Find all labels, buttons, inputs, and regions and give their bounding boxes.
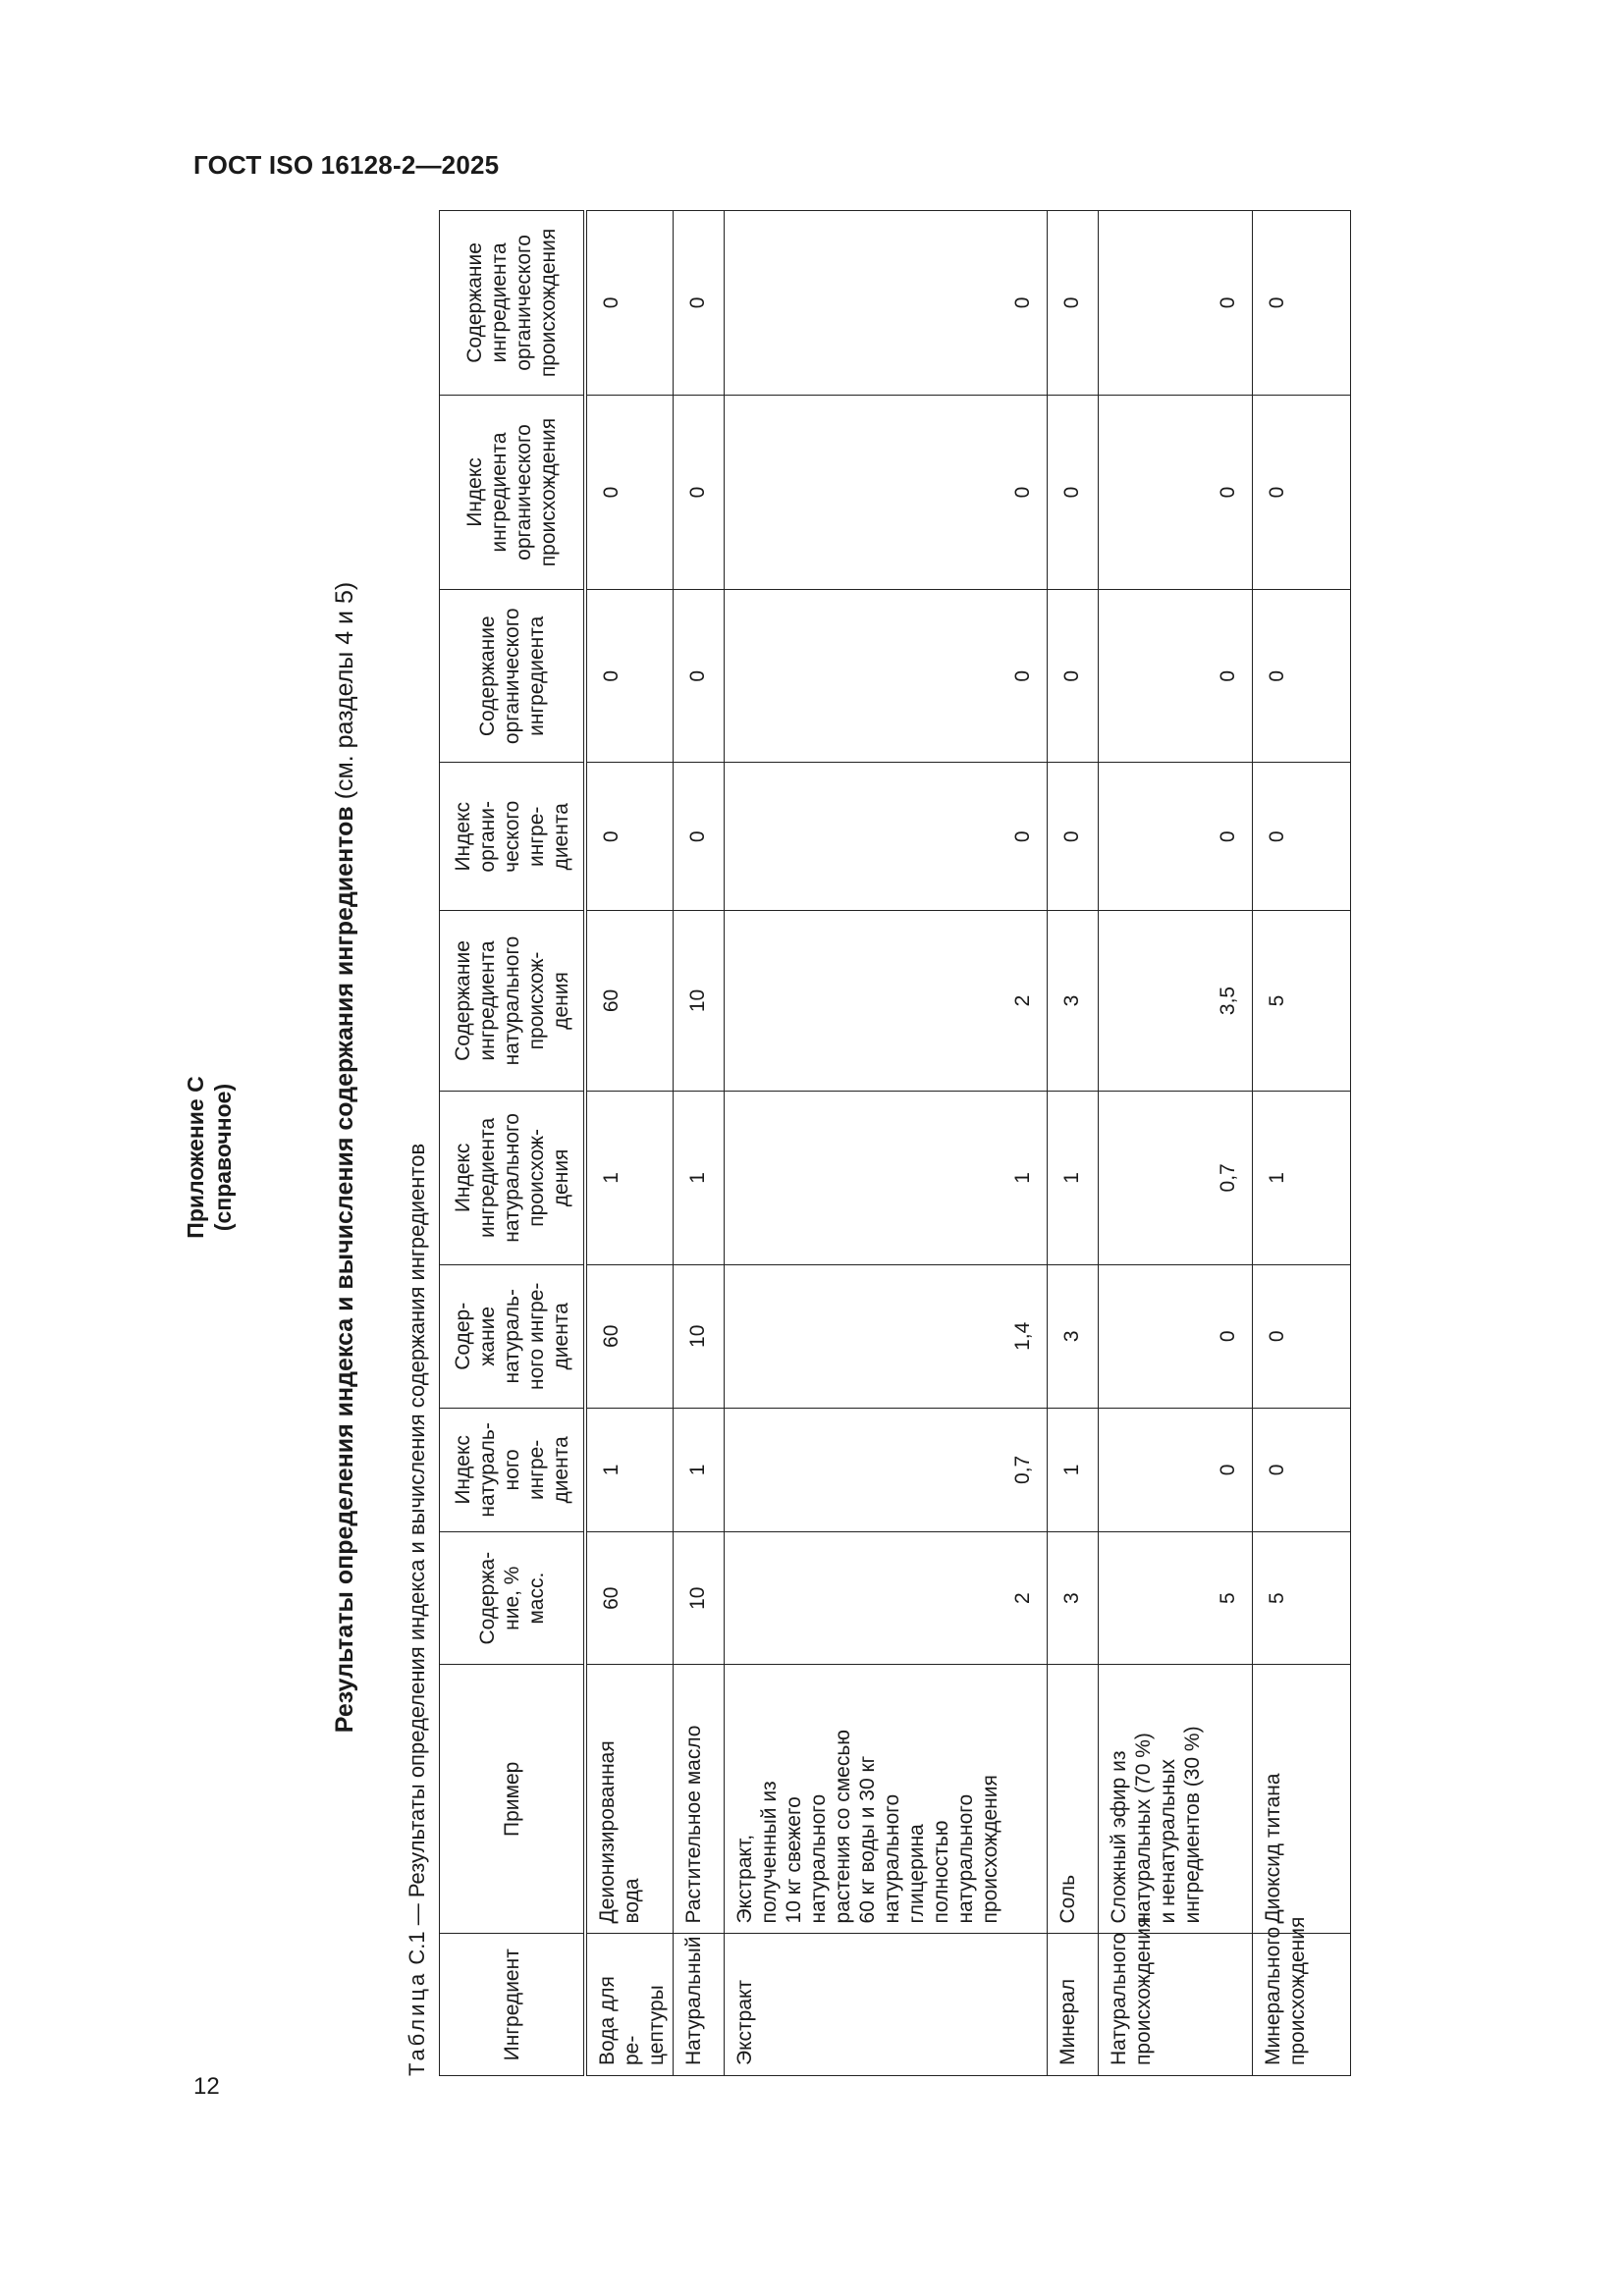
table-caption	[405, 1144, 430, 2076]
cell-nat-index: 0,7	[725, 1408, 1048, 1532]
cell-orgorig-content: 0	[1099, 211, 1253, 396]
cell-content: 3	[1048, 1532, 1099, 1665]
cell-natorig-content: 3,5	[1099, 911, 1253, 1092]
cell-example: Экстракт, полученный из 10 кг свежего натурального растения со смесью 60 кг воды и 30 кг натурального глицерина полностью натурального происхождения	[725, 1665, 1048, 1934]
cell-orgorig-index: 0	[1253, 395, 1351, 589]
column-header-label: Содер- жание натураль- ного ингре- диента	[451, 1282, 572, 1390]
cell-org-content: 0	[1253, 590, 1351, 763]
appendix-title-main: Результаты определения индекса и вычисления содержания ингредиентов	[331, 806, 358, 1734]
cell-content: 10	[674, 1532, 725, 1665]
cell-natorig-index: 1	[1048, 1091, 1099, 1264]
column-header-label: Индекс органи- ческого ингре- диента	[451, 800, 572, 873]
cell-org-index: 0	[585, 763, 674, 911]
table-body	[585, 211, 1351, 2076]
cell-nat-content: 60	[585, 1265, 674, 1409]
cell-natorig-index: 0,7	[1099, 1091, 1253, 1264]
cell-orgorig-content: 0	[1048, 211, 1099, 396]
column-header-label: Содержание органического ингредиента	[475, 608, 548, 745]
cell-natorig-content: 2	[725, 911, 1048, 1092]
ingredients-table	[439, 210, 1351, 2076]
cell-example: Соль	[1048, 1665, 1099, 1934]
cell-nat-index: 0	[1099, 1408, 1253, 1532]
cell-nat-content: 0	[1099, 1265, 1253, 1409]
cell-nat-index: 0	[1253, 1408, 1351, 1532]
column-header-label: Содержание ингредиента натурального происхож- дения	[451, 935, 572, 1066]
cell-nat-content: 0	[1253, 1265, 1351, 1409]
cell-nat-content: 3	[1048, 1265, 1099, 1409]
column-header	[440, 211, 586, 396]
table-row	[1099, 211, 1253, 2076]
cell-org-index: 0	[725, 763, 1048, 911]
column-header	[440, 763, 586, 911]
cell-orgorig-content: 0	[585, 211, 674, 396]
cell-example: Деионизированная вода	[585, 1665, 674, 1934]
cell-natorig-content: 3	[1048, 911, 1099, 1092]
cell-orgorig-index: 0	[725, 395, 1048, 589]
column-header	[440, 1665, 586, 1934]
cell-nat-index: 1	[585, 1408, 674, 1532]
table-row	[725, 211, 1048, 2076]
cell-natorig-content: 5	[1253, 911, 1351, 1092]
cell-content: 5	[1099, 1532, 1253, 1665]
table-row	[585, 211, 674, 2076]
column-header-label: Индекс ингредиента органического происхождения	[463, 417, 560, 567]
cell-ingredient: Минерал	[1048, 1934, 1099, 2076]
column-header-label: Содержа- ние, % масс.	[475, 1551, 548, 1645]
column-header	[440, 1265, 586, 1409]
column-header-label: Ингредиент	[500, 1949, 523, 2061]
cell-org-content: 0	[725, 590, 1048, 763]
rotated-content	[177, 215, 1453, 2100]
cell-orgorig-index: 0	[1099, 395, 1253, 589]
column-header	[440, 395, 586, 589]
cell-ingredient: Минерального происхождения	[1253, 1934, 1351, 2076]
column-header-label: Содержание ингредиента органического происхождения	[463, 228, 560, 378]
table-row	[1048, 211, 1099, 2076]
column-header	[440, 1408, 586, 1532]
cell-natorig-index: 1	[674, 1091, 725, 1264]
cell-nat-index: 1	[1048, 1408, 1099, 1532]
cell-org-content: 0	[674, 590, 725, 763]
cell-content: 5	[1253, 1532, 1351, 1665]
cell-orgorig-content: 0	[725, 211, 1048, 396]
appendix-title	[329, 215, 360, 2100]
cell-natorig-content: 60	[585, 911, 674, 1092]
cell-nat-content: 1,4	[725, 1265, 1048, 1409]
cell-org-content: 0	[1099, 590, 1253, 763]
table-caption-label: Таблица	[405, 1970, 429, 2076]
cell-nat-index: 1	[674, 1408, 725, 1532]
cell-nat-content: 10	[674, 1265, 725, 1409]
cell-orgorig-index: 0	[674, 395, 725, 589]
cell-org-content: 0	[585, 590, 674, 763]
appendix-heading	[182, 215, 237, 2100]
cell-example: Растительное масло	[674, 1665, 725, 1934]
cell-org-index: 0	[1253, 763, 1351, 911]
cell-orgorig-index: 0	[1048, 395, 1099, 589]
standard-designation: ГОСТ ISO 16128-2—2025	[193, 150, 500, 180]
column-header	[440, 590, 586, 763]
column-header	[440, 1934, 586, 2076]
cell-orgorig-content: 0	[674, 211, 725, 396]
column-header-label: Индекс натураль- ного ингре- диента	[451, 1422, 572, 1518]
page-number: 12	[193, 2073, 220, 2100]
column-header	[440, 1532, 586, 1665]
cell-org-index: 0	[674, 763, 725, 911]
cell-org-content: 0	[1048, 590, 1099, 763]
cell-ingredient: Экстракт	[725, 1934, 1048, 2076]
column-header-label: Индекс ингредиента натурального происхож- дения	[451, 1113, 572, 1243]
cell-example: Сложный эфир из натуральных (70 %) и ненатуральных ингредиентов (30 %)	[1099, 1665, 1253, 1934]
column-header	[440, 911, 586, 1092]
cell-natorig-content: 10	[674, 911, 725, 1092]
cell-org-index: 0	[1048, 763, 1099, 911]
table-row	[674, 211, 725, 2076]
cell-content: 60	[585, 1532, 674, 1665]
cell-ingredient: Натурального происхождения	[1099, 1934, 1253, 2076]
table-caption-text: С.1 — Результаты определения индекса и вычисления содержания ингредиентов	[405, 1143, 429, 1971]
table-header-row	[440, 211, 586, 2076]
cell-orgorig-content: 0	[1253, 211, 1351, 396]
cell-natorig-index: 1	[1253, 1091, 1351, 1264]
cell-example: Диоксид титана	[1253, 1665, 1351, 1934]
cell-content: 2	[725, 1532, 1048, 1665]
cell-natorig-index: 1	[585, 1091, 674, 1264]
appendix-title-ref: (см. разделы 4 и 5)	[331, 581, 358, 807]
cell-ingredient: Вода для ре- цептуры	[585, 1934, 674, 2076]
cell-orgorig-index: 0	[585, 395, 674, 589]
column-header-label: Пример	[500, 1761, 523, 1837]
cell-natorig-index: 1	[725, 1091, 1048, 1264]
column-header	[440, 1091, 586, 1264]
appendix-type: (справочное)	[210, 1083, 236, 1232]
cell-ingredient: Натуральный	[674, 1934, 725, 2076]
cell-org-index: 0	[1099, 763, 1253, 911]
appendix-label: Приложение С	[183, 1076, 208, 1239]
table-row	[1253, 211, 1351, 2076]
